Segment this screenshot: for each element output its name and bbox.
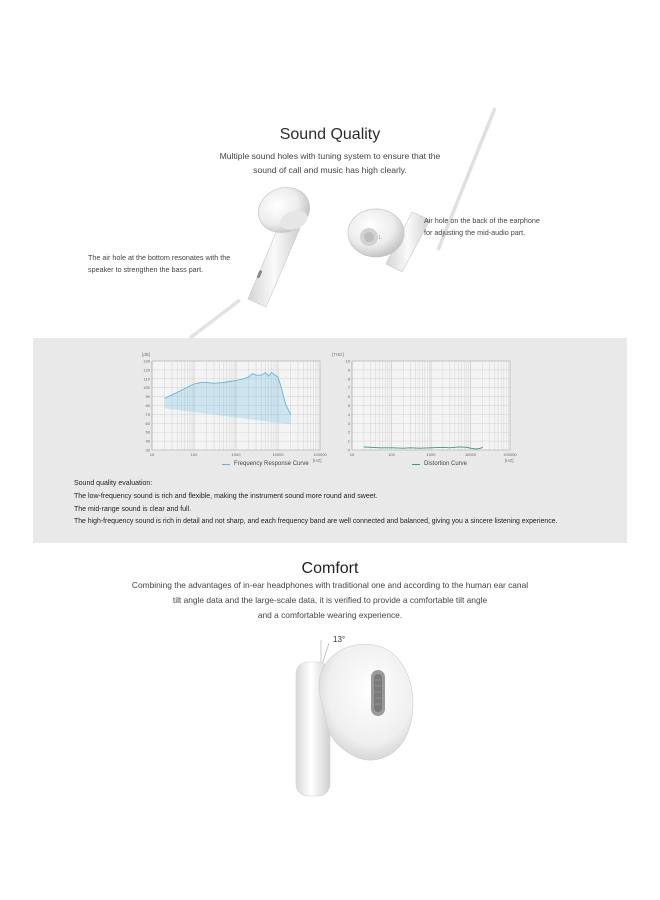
frequency-x-tick-label: 100000 xyxy=(313,452,327,457)
distortion-data-point xyxy=(379,447,380,448)
distortion-y-tick-label: 7 xyxy=(347,385,350,391)
svg-text:L: L xyxy=(379,235,382,241)
frequency-y-tick-label: 90 xyxy=(145,394,150,400)
comfort-description xyxy=(0,578,660,623)
frequency-data-point xyxy=(206,382,207,383)
frequency-data-point xyxy=(285,403,286,404)
frequency-x-tick-label: 10 xyxy=(149,452,155,457)
frequency-data-point xyxy=(243,378,244,379)
distortion-data-point xyxy=(458,447,459,448)
frequency-data-point xyxy=(190,386,191,387)
distortion-data-point xyxy=(364,447,365,448)
frequency-y-tick-label: 70 xyxy=(145,411,150,417)
frequency-legend xyxy=(222,461,309,467)
frequency-data-point xyxy=(278,377,279,378)
right-note-line-1: Air hole on the back of the earphone xyxy=(424,216,540,225)
frequency-response-chart xyxy=(130,358,330,460)
frequency-data-point xyxy=(271,372,272,373)
frequency-data-point xyxy=(201,382,202,383)
comfort-desc-line-3: and a comfortable wearing experience. xyxy=(257,610,403,620)
left-note-line-1: The air hole at the bottom resonates with the xyxy=(88,253,231,262)
distortion-data-point xyxy=(391,447,392,448)
earphone-closeup-illustration xyxy=(280,640,430,800)
distortion-data-point xyxy=(431,447,432,448)
frequency-x-tick-label: 1000 xyxy=(231,452,241,457)
sound-quality-title: Sound Quality xyxy=(279,126,381,143)
frequency-data-point xyxy=(236,380,237,381)
frequency-data-point xyxy=(223,382,224,383)
distortion-data-point xyxy=(443,447,444,448)
frequency-x-unit: [HZ] xyxy=(313,458,322,463)
frequency-legend-label: Frequency Response Curve xyxy=(234,461,309,467)
frequency-x-tick-label: 10000 xyxy=(272,452,284,457)
frequency-y-tick-label: 50 xyxy=(145,429,150,435)
distortion-y-tick-label: 1 xyxy=(347,438,350,444)
frequency-y-unit: [dB] xyxy=(142,352,151,357)
evaluation-line-2: The mid-range sound is clear and full. xyxy=(74,506,192,513)
frequency-data-point xyxy=(214,383,215,384)
frequency-y-tick-label: 40 xyxy=(145,438,150,444)
distortion-legend-swatch xyxy=(412,464,420,465)
distortion-data-point xyxy=(470,448,471,449)
frequency-data-point xyxy=(248,377,249,378)
comfort-desc-line-2: tilt angle data and the large-scale data, it is verified to provide a comfortable tilt angle xyxy=(172,595,488,605)
tilt-angle-label: 13° xyxy=(333,635,346,644)
distortion-y-tick-label: 2 xyxy=(347,429,350,435)
evaluation-line-3: The high-frequency sound is rich in detail and not sharp, and each frequency band are well connected and balanced, giving you a sincere listening experience. xyxy=(74,518,558,525)
distortion-y-tick-label: 4 xyxy=(347,411,350,417)
distortion-y-tick-label: 9 xyxy=(347,367,350,373)
distortion-data-point xyxy=(370,447,371,448)
distortion-x-tick-label: 1000 xyxy=(426,452,436,457)
frequency-data-point xyxy=(261,375,262,376)
right-note-line-2: for adjusting the mid-audio part. xyxy=(424,228,526,237)
frequency-data-point xyxy=(290,414,291,415)
left-note-line-2: speaker to strengthen the bass part. xyxy=(88,265,204,274)
distortion-data-point xyxy=(476,449,477,450)
distortion-y-tick-label: 10 xyxy=(345,358,350,364)
comfort-title: Comfort xyxy=(301,560,359,577)
distortion-y-tick-label: 8 xyxy=(347,376,350,382)
distortion-y-tick-label: 5 xyxy=(347,403,350,408)
distortion-x-tick-label: 100000 xyxy=(503,452,517,457)
distortion-data-point xyxy=(480,448,481,449)
frequency-data-point xyxy=(252,373,253,374)
distortion-legend xyxy=(412,461,467,467)
frequency-y-tick-label: 30 xyxy=(145,447,150,453)
distortion-y-unit: [THD] xyxy=(332,352,344,357)
right-air-hole-note xyxy=(424,215,540,239)
frequency-y-tick-label: 80 xyxy=(145,403,150,408)
distortion-y-tick-label: 3 xyxy=(347,420,350,426)
frequency-y-tick-label: 110 xyxy=(143,376,150,382)
frequency-data-point xyxy=(268,376,269,377)
evaluation-heading: Sound quality evaluation: xyxy=(74,480,153,487)
frequency-data-point xyxy=(274,374,275,375)
left-air-hole-note xyxy=(88,252,230,276)
distortion-data-point xyxy=(449,447,450,448)
sound-quality-desc-line-1: Multiple sound holes with tuning system to ensure that the xyxy=(219,151,441,161)
frequency-data-point xyxy=(164,398,165,399)
distortion-x-tick-label: 100 xyxy=(388,452,395,457)
distortion-legend-label: Distortion Curve xyxy=(424,461,468,467)
frequency-y-tick-label: 100 xyxy=(143,385,150,391)
distortion-x-tick-label: 10 xyxy=(349,452,355,457)
distortion-chart xyxy=(330,358,520,460)
sound-quality-desc-line-2: sound of call and music has high clearly. xyxy=(253,165,407,175)
frequency-data-point xyxy=(265,372,266,373)
distortion-data-point xyxy=(410,447,411,448)
frequency-legend-swatch xyxy=(222,464,230,465)
frequency-data-point xyxy=(256,375,257,376)
evaluation-line-1: The low-frequency sound is rich and flexible, making the instrument sound more round and sweet. xyxy=(74,493,378,500)
frequency-y-tick-label: 120 xyxy=(143,367,150,373)
distortion-data-point xyxy=(419,448,420,449)
frequency-data-point xyxy=(194,384,195,385)
frequency-x-tick-label: 100 xyxy=(190,452,198,457)
frequency-y-tick-label: 60 xyxy=(145,420,150,426)
distortion-data-point xyxy=(403,448,404,449)
frequency-y-tick-label: 130 xyxy=(143,358,150,364)
distortion-x-tick-label: 10000 xyxy=(464,452,477,457)
distortion-y-tick-label: 0 xyxy=(347,447,350,453)
comfort-desc-line-1: Combining the advantages of in-ear headphones with traditional one and according to the human ear canal xyxy=(131,580,529,590)
frequency-data-point xyxy=(181,390,182,391)
distortion-data-point xyxy=(466,447,467,448)
frequency-data-point xyxy=(229,381,230,382)
distortion-y-tick-label: 6 xyxy=(347,394,350,400)
frequency-data-point xyxy=(172,394,173,395)
distortion-data-point xyxy=(482,447,483,448)
distortion-x-unit: [HZ] xyxy=(505,458,514,463)
frequency-data-point xyxy=(281,387,282,388)
